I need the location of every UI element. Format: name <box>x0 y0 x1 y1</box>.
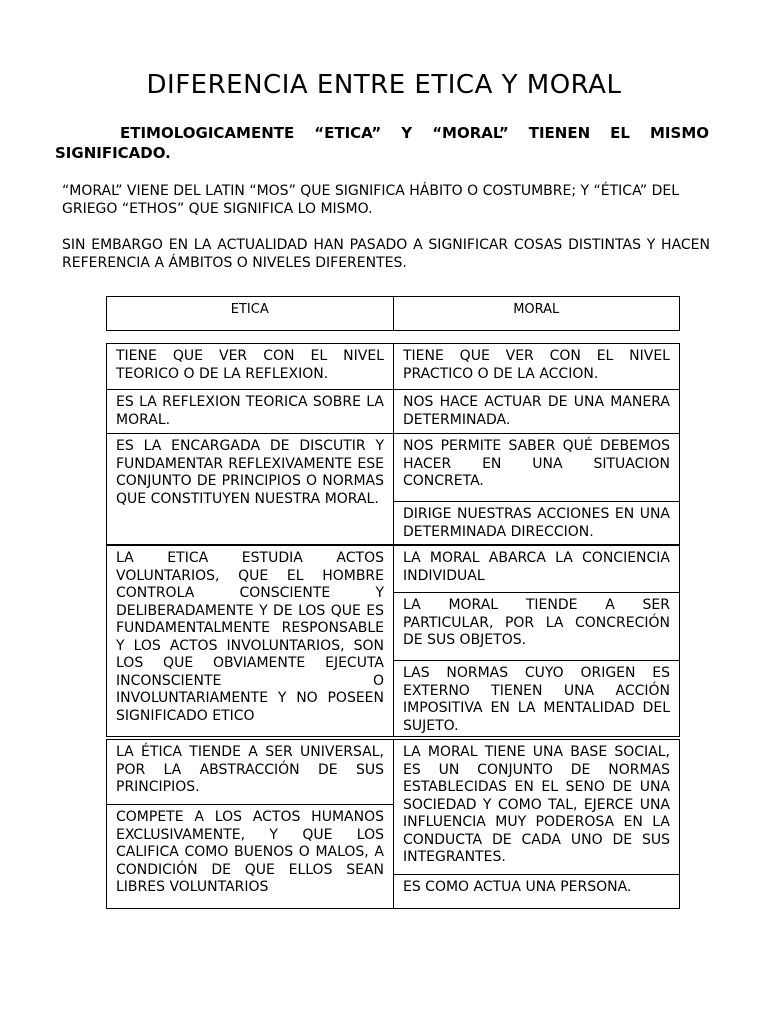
header-etica: ETICA <box>230 302 269 317</box>
moral-cell-6: LA MORAL TIENDE A SER PARTICULAR, POR LA CONCRECIÓN DE SUS OBJETOS. <box>394 592 679 660</box>
moral-cell-1: TIENE QUE VER CON EL NIVEL PRACTICO O DE LA ACCION. <box>403 348 670 382</box>
moral-cell-5: LA MORAL ABARCA LA CONCIENCIA INDIVIDUAL <box>403 550 670 584</box>
etica-cell-3: ES LA ENCARGADA DE DISCUTIR Y FUNDAMENTAR REFLEXIVAMENTE ESE CONJUNTO DE PRINCIPIOS O NORMAS QUE CONSTITUYEN NUESTRA MORAL. <box>107 433 394 544</box>
moral-cell-4: DIRIGE NUESTRAS ACCIONES EN UNA DETERMINADA DIRECCION. <box>394 501 679 544</box>
etica-cell-5: LA ÉTICA TIENDE A SER UNIVERSAL, POR LA ABSTRACCIÓN DE SUS PRINCIPIOS. <box>107 740 394 804</box>
table-block-1 <box>106 343 680 545</box>
table-block-3 <box>106 739 680 909</box>
etica-cell-6: COMPETE A LOS ACTOS HUMANOS EXCLUSIVAMENTE, Y QUE LOS CALIFICA COMO BUENOS O MALOS, A CONDICIÓN DE QUE ELLOS SEAN LIBRES VOLUNTARIOS <box>107 804 394 908</box>
moral-cell-9: ES COMO ACTUA UNA PERSONA. <box>394 874 679 908</box>
page-title: DIFERENCIA ENTRE ETICA Y MORAL <box>146 70 622 100</box>
moral-cell-2: NOS HACE ACTUAR DE UNA MANERA DETERMINADA. <box>394 389 679 433</box>
etica-cell-4: LA ETICA ESTUDIA ACTOS VOLUNTARIOS, QUE EL HOMBRE CONTROLA CONSCIENTE Y DELIBERADAMENTE Y DE LOS QUE ES FUNDAMENTALMENTE RESPONSABLE Y LOS ACTOS INVOLUNTARIOS, SON LOS QUE OBVIAMENTE EJECUTA INCONSCIENTE O INVOLUNTARIAMENTE Y NO POSEEN SIGNIFICADO ETICO <box>107 546 394 736</box>
etymology-paragraph: “MORAL” VIENE DEL LATIN “MOS” QUE SIGNIFICA HÁBITO O COSTUMBRE; Y “ÉTICA” DEL GRIEGO “ETHOS” QUE SIGNIFICA LO MISMO. <box>62 183 680 217</box>
moral-cell-7: LAS NORMAS CUYO ORIGEN ES EXTERNO TIENEN UNA ACCIÓN IMPOSITIVA EN LA MENTALIDAD DEL SUJETO. <box>394 660 679 736</box>
moral-cell-8: LA MORAL TIENE UNA BASE SOCIAL, ES UN CONJUNTO DE NORMAS ESTABLECIDAS EN EL SENO DE UNA SOCIEDAD Y COMO TAL, EJERCE UNA INFLUENCIA MUY PODEROSA EN LA CONDUCTA DE CADA UNO DE SUS INTEGRANTES. <box>403 744 670 865</box>
header-moral: MORAL <box>393 297 680 330</box>
table-block-2 <box>106 545 680 737</box>
moral-cell-3: NOS PERMITE SABER QUÉ DEBEMOS HACER EN UNA SITUACION CONCRETA. <box>394 433 679 501</box>
etica-cell-1: TIENE QUE VER CON EL NIVEL TEORICO O DE LA REFLEXION. <box>107 344 394 389</box>
table-header <box>106 296 680 331</box>
etica-cell-2: ES LA REFLEXION TEORICA SOBRE LA MORAL. <box>107 389 394 433</box>
difference-paragraph: SIN EMBARGO EN LA ACTUALIDAD HAN PASADO A SIGNIFICAR COSAS DISTINTAS Y HACEN REFERENCIA A ÁMBITOS O NIVELES DIFERENTES. <box>62 237 710 271</box>
intro-paragraph: ETIMOLOGICAMENTE “ETICA” Y “MORAL” TIENEN EL MISMO SIGNIFICADO. <box>55 124 709 162</box>
